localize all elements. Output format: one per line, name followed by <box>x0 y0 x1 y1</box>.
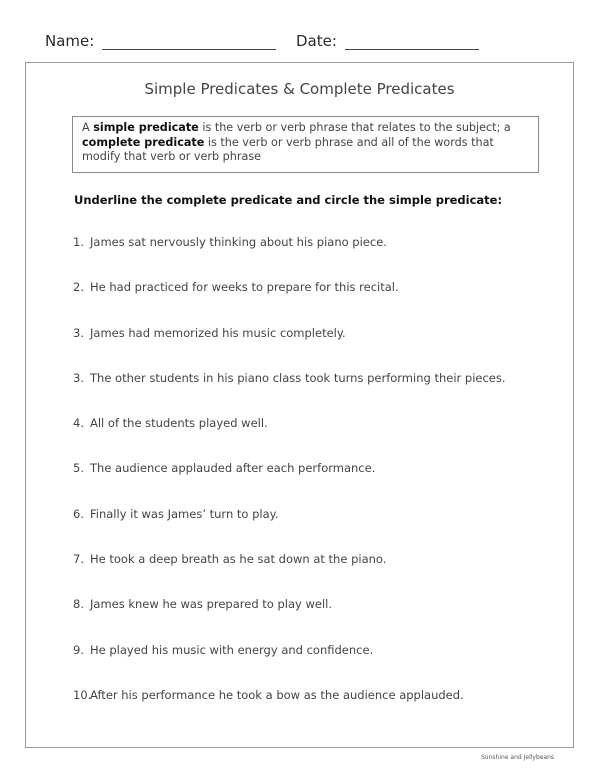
definition-text: A <box>82 121 94 134</box>
question-item <box>73 507 506 552</box>
question-text: He took a deep breath as he sat down at the piano. <box>90 552 387 567</box>
question-list <box>73 235 506 733</box>
footer-credit: Sunshine and Jellybeans <box>481 754 555 761</box>
question-number: 9. <box>73 642 84 657</box>
question-text: James sat nervously thinking about his piano piece. <box>90 235 387 249</box>
question-text: The other students in his piano class took turns performing their pieces. <box>90 370 506 385</box>
question-item <box>73 416 506 461</box>
question-number: 3. <box>73 325 84 340</box>
question-item <box>73 643 506 688</box>
name-label: Name: <box>45 32 95 50</box>
question-item <box>73 235 506 280</box>
date-blank-line[interactable] <box>345 35 479 50</box>
question-item <box>73 688 506 733</box>
question-item <box>73 461 506 506</box>
question-number: 3. <box>73 370 84 385</box>
date-label: Date: <box>296 32 337 50</box>
question-number: 6. <box>73 506 84 521</box>
question-number: 10. <box>73 687 92 702</box>
question-item <box>73 280 506 325</box>
name-blank-line[interactable] <box>102 35 276 50</box>
instructions: Underline the complete predicate and circle the simple predicate: <box>74 193 503 207</box>
definition-text: is the verb or verb phrase and all of the words that modify that verb or verb phrase <box>82 135 494 163</box>
question-item <box>73 371 506 416</box>
date-field[interactable] <box>296 32 479 50</box>
question-text: James knew he was prepared to play well. <box>90 597 332 612</box>
question-item <box>73 326 506 371</box>
question-number: 4. <box>73 416 84 431</box>
question-number: 7. <box>73 552 84 567</box>
question-item <box>73 597 506 642</box>
definition-box <box>72 116 539 173</box>
question-text: All of the students played well. <box>90 416 268 431</box>
question-item <box>73 552 506 597</box>
question-text: James had memorized his music completely. <box>90 325 346 340</box>
question-text: After his performance he took a bow as the audience applauded. <box>90 687 464 702</box>
name-field[interactable] <box>45 32 276 50</box>
definition-text: is the verb or verb phrase that relates to the subject; a <box>198 121 511 134</box>
question-text: He played his music with energy and confidence. <box>90 642 374 657</box>
question-text: The audience applauded after each performance. <box>90 461 376 476</box>
worksheet-title: Simple Predicates & Complete Predicates <box>144 80 455 98</box>
question-number: 1. <box>73 235 84 249</box>
term-simple-predicate: simple predicate <box>93 121 199 134</box>
worksheet-box <box>25 62 574 748</box>
term-complete-predicate: complete predicate <box>82 135 205 149</box>
question-text: He had practiced for weeks to prepare for this recital. <box>90 280 399 295</box>
question-text: Finally it was James’ turn to play. <box>90 506 279 521</box>
question-number: 5. <box>73 461 84 476</box>
question-number: 2. <box>73 280 84 295</box>
question-number: 8. <box>73 597 84 612</box>
